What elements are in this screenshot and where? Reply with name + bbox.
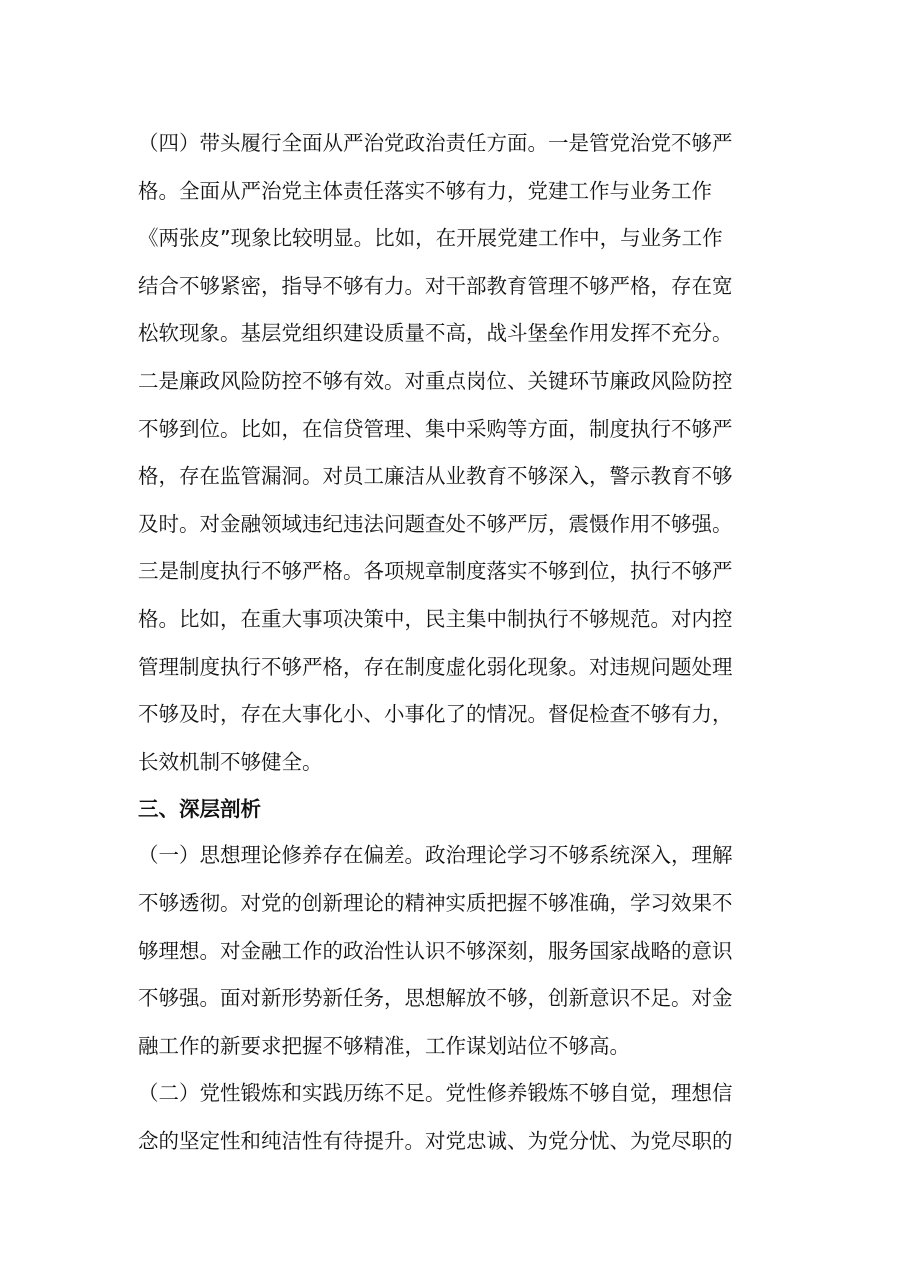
text-line: 结合不够紧密，指导不够有力。对干部教育管理不够严格，存在宽 — [138, 273, 733, 298]
text-line: 格。比如，在重大事项决策中，民主集中制执行不够规范。对内控 — [138, 606, 733, 631]
document-body — [138, 120, 772, 1165]
text-line: 不够到位。比如，在信贷管理、集中采购等方面，制度执行不够严 — [138, 416, 733, 441]
text-line: （二）党性锻炼和实践历练不足。党性修养锻炼不够自觉，理想信 — [138, 1081, 733, 1106]
text-line: 管理制度执行不够严格，存在制度虚化弱化现象。对违规问题处理 — [138, 654, 733, 679]
text-line: 《两张皮”现象比较明显。比如，在开展党建工作中，与业务工作 — [138, 226, 723, 251]
text-line: （一）思想理论修养存在偏差。政治理论学习不够系统深入，理解 — [138, 843, 733, 868]
text-line: 长效机制不够健全。 — [138, 749, 323, 774]
text-line: 融工作的新要求把握不够精准，工作谋划站位不够高。 — [138, 1033, 630, 1058]
text-line: 不够及时，存在大事化小、小事化了的情况。督促检查不够有力， — [138, 702, 733, 727]
paragraph-section-one — [138, 832, 772, 1070]
text-line: 念的坚定性和纯洁性有待提升。对党忠诚、为党分忧、为党尽职的 — [138, 1128, 733, 1153]
text-line: 三是制度执行不够严格。各项规章制度落实不够到位，执行不够严 — [138, 559, 733, 584]
text-line: 够理想。对金融工作的政治性认识不够深刻，服务国家战略的意识 — [138, 938, 733, 963]
text-line: 松软现象。基层党组织建设质量不高，战斗堡垒作用发挥不充分。 — [138, 321, 733, 346]
text-line: 格，存在监管漏洞。对员工廉洁从业教育不够深入，警示教育不够 — [138, 464, 733, 489]
text-line: 格。全面从严治党主体责任落实不够有力，党建工作与业务工作 — [138, 178, 712, 203]
text-line: 二是廉政风险防控不够有效。对重点岗位、关键环节廉政风险防控 — [138, 368, 733, 393]
text-line: 不够透彻。对党的创新理论的精神实质把握不够准确，学习效果不 — [138, 890, 733, 915]
text-line: （四）带头履行全面从严治党政治责任方面。一是管党治党不够严 — [138, 131, 733, 155]
text-line: 及时。对金融领域违纪违法问题查处不够严厉，震慑作用不够强。 — [138, 511, 733, 536]
paragraph-section-four — [138, 120, 772, 786]
section-heading: 三、深层剖析 — [138, 797, 261, 822]
paragraph-section-two — [138, 1070, 772, 1165]
text-line: 不够强。面对新形势新任务，思想解放不够，创新意识不足。对金 — [138, 986, 733, 1011]
